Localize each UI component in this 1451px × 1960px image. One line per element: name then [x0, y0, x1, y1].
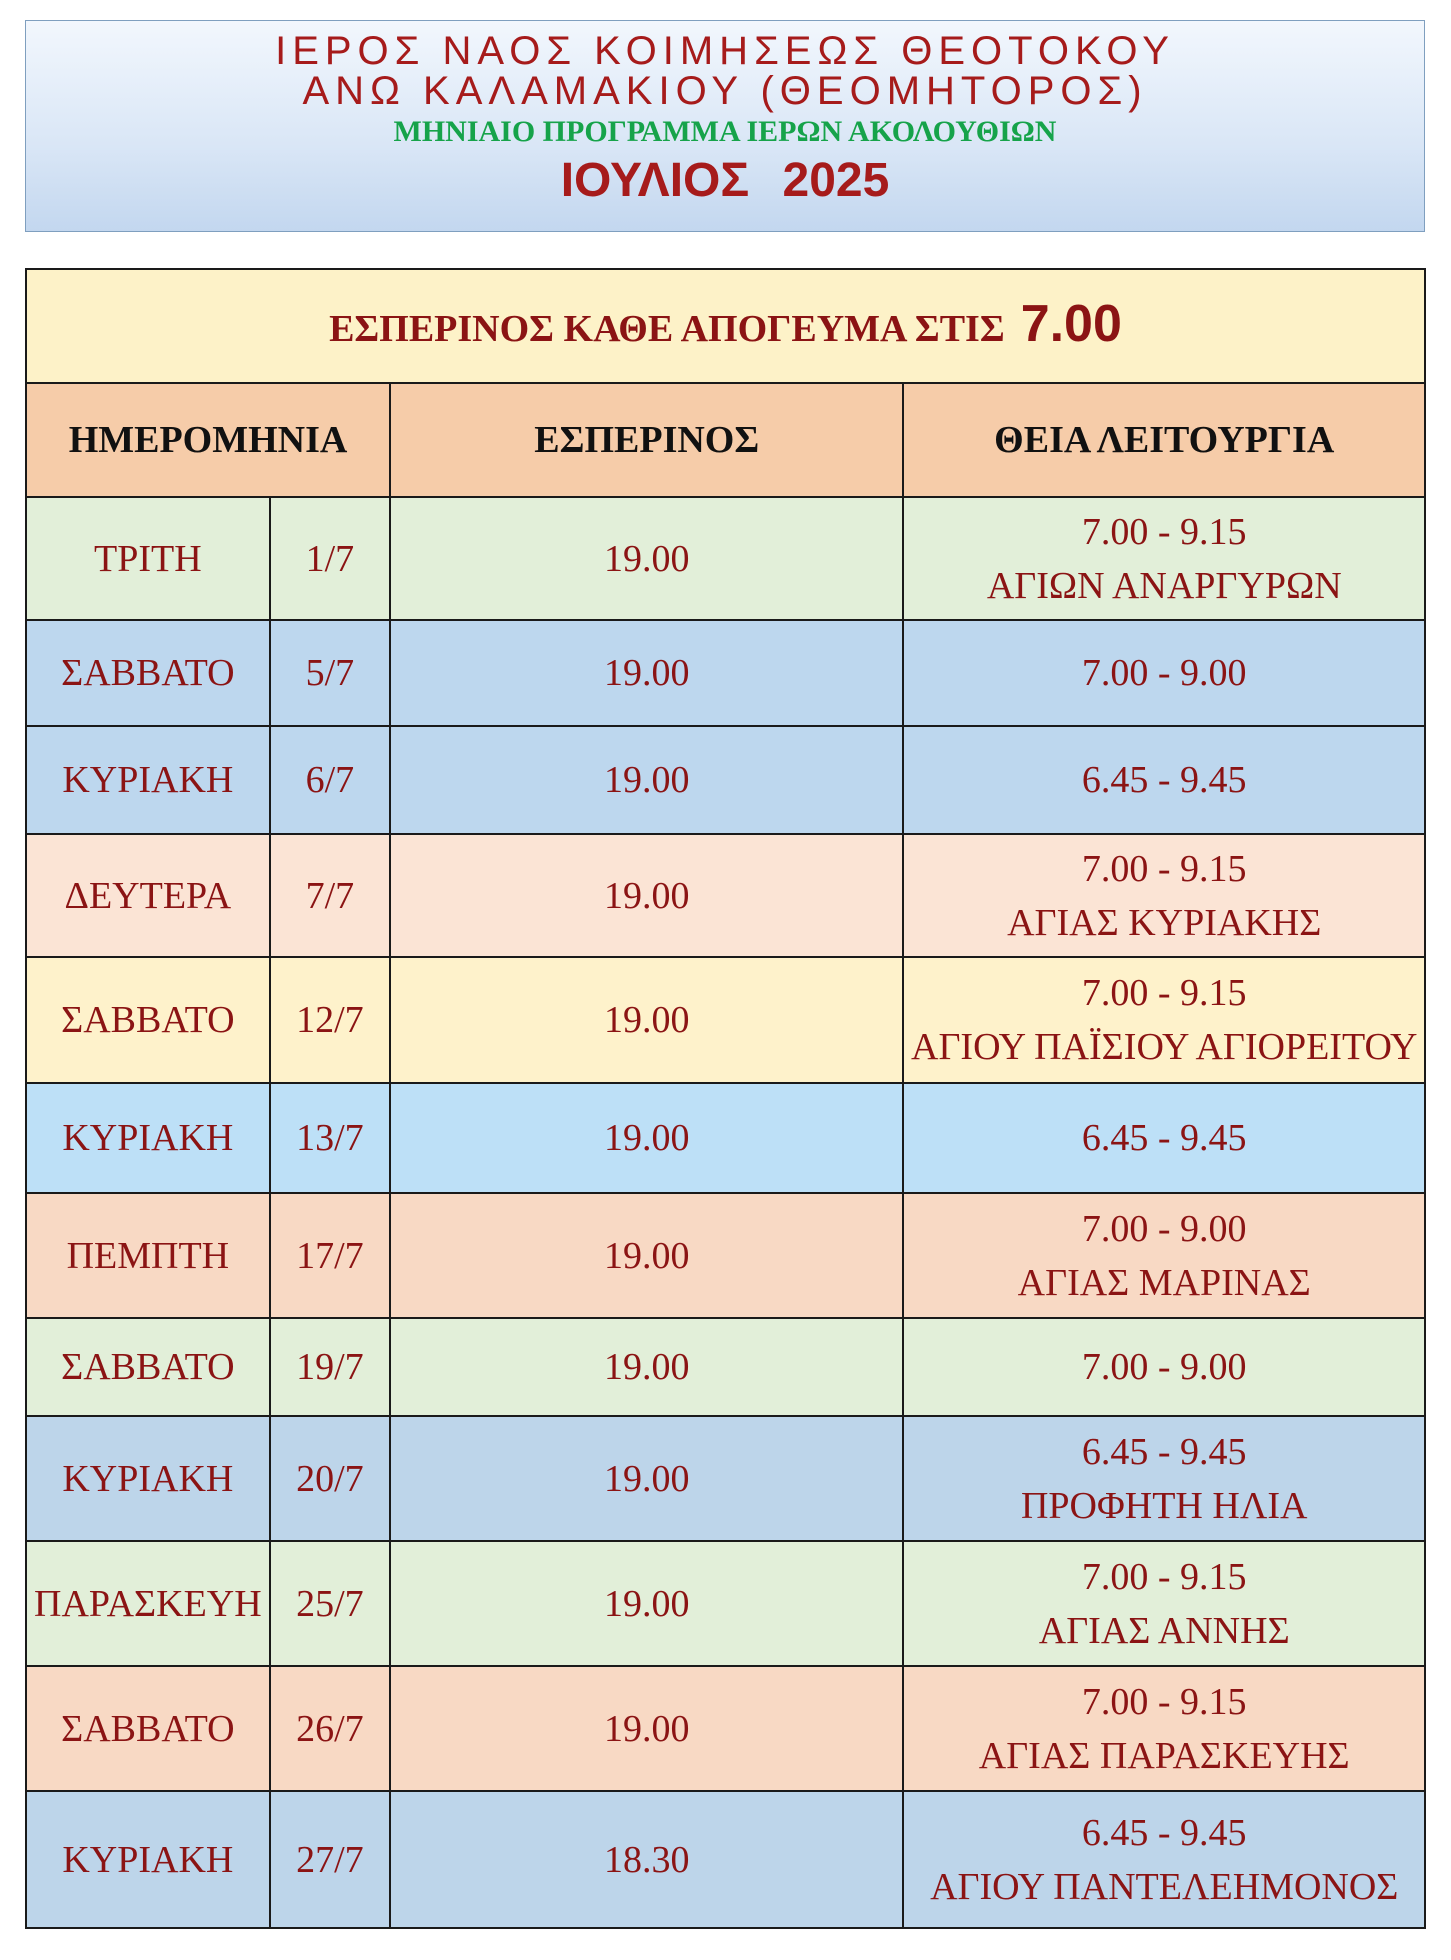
church-name-line2: ΑΝΩ ΚΑΛΑΜΑΚΙΟΥ (ΘΕΟΜΗΤΟΡΟΣ)	[302, 69, 1148, 113]
vespers-time-cell: 19.00	[390, 1318, 903, 1416]
date-cell: 13/7	[270, 1083, 390, 1193]
liturgy-time: 6.45 - 9.45	[1081, 759, 1247, 801]
day-cell: ΚΥΡΙΑΚΗ	[26, 1791, 270, 1928]
vespers-banner	[26, 269, 1425, 383]
day-cell: ΠΕΜΠΤΗ	[26, 1193, 270, 1318]
table-row	[26, 726, 1425, 834]
vespers-time-cell: 19.00	[390, 834, 903, 957]
schedule-subtitle: ΜΗΝΙΑΙΟ ΠΡΟΓΡΑΜΜΑ ΙΕΡΩΝ ΑΚΟΛΟΥΘΙΩΝ	[393, 115, 1057, 148]
date-cell: 7/7	[270, 834, 390, 957]
liturgy-cell	[903, 957, 1425, 1083]
liturgy-time: 7.00 - 9.00	[1081, 1207, 1247, 1250]
schedule-table	[25, 268, 1426, 1929]
vespers-time-cell: 19.00	[390, 497, 903, 620]
date-cell: 5/7	[270, 620, 390, 726]
banner-time: 7.00	[1020, 294, 1122, 353]
column-headers	[26, 383, 1425, 497]
liturgy-cell	[903, 726, 1425, 834]
month-year-title	[26, 151, 1424, 211]
liturgy-cell	[903, 620, 1425, 726]
liturgy-feast-label: ΑΓΙΟΥ ΠΑΝΤΕΛΕΗΜΟΝΟΣ	[930, 1865, 1399, 1908]
liturgy-time: 6.45 - 9.45	[1081, 1811, 1247, 1854]
vespers-time-cell: 19.00	[390, 620, 903, 726]
banner-text: ΕΣΠΕΡΙΝΟΣ ΚΑΘΕ ΑΠΟΓΕΥΜΑ ΣΤΙΣ	[329, 307, 1005, 350]
liturgy-feast-label: ΑΓΙΑΣ ΠΑΡΑΣΚΕΥΗΣ	[978, 1734, 1350, 1777]
liturgy-cell	[903, 497, 1425, 620]
table-row	[26, 1193, 1425, 1318]
month-label: ΙΟΥΛΙΟΣ	[560, 154, 750, 207]
day-cell: ΤΡΙΤΗ	[26, 497, 270, 620]
table-row	[26, 1541, 1425, 1666]
day-cell: ΠΑΡΑΣΚΕΥΗ	[26, 1541, 270, 1666]
liturgy-cell	[903, 1541, 1425, 1666]
column-header-vespers: ΕΣΠΕΡΙΝΟΣ	[390, 383, 903, 497]
liturgy-time: 7.00 - 9.15	[1081, 972, 1247, 1014]
vespers-time-cell: 19.00	[390, 1416, 903, 1541]
vespers-time-cell: 19.00	[390, 1083, 903, 1193]
vespers-time-cell: 19.00	[390, 1193, 903, 1318]
date-cell: 6/7	[270, 726, 390, 834]
liturgy-cell	[903, 834, 1425, 957]
date-cell: 17/7	[270, 1193, 390, 1318]
date-cell: 25/7	[270, 1541, 390, 1666]
vespers-time-cell: 19.00	[390, 726, 903, 834]
year-label: 2025	[782, 154, 890, 207]
liturgy-time: 6.45 - 9.45	[1081, 1117, 1247, 1159]
day-cell: ΣΑΒΒΑΤΟ	[26, 1666, 270, 1791]
date-cell: 19/7	[270, 1318, 390, 1416]
date-cell: 27/7	[270, 1791, 390, 1928]
table-row	[26, 620, 1425, 726]
liturgy-time: 7.00 - 9.15	[1081, 1680, 1247, 1723]
church-name-line1: ΙΕΡΟΣ ΝΑΟΣ ΚΟΙΜΗΣΕΩΣ ΘΕΟΤΟΚΟΥ	[275, 29, 1175, 73]
day-cell: ΚΥΡΙΑΚΗ	[26, 726, 270, 834]
table-row	[26, 1666, 1425, 1791]
liturgy-time: 7.00 - 9.15	[1081, 847, 1247, 890]
table-row	[26, 497, 1425, 620]
table-row	[26, 957, 1425, 1083]
liturgy-cell	[903, 1193, 1425, 1318]
liturgy-cell	[903, 1318, 1425, 1416]
liturgy-cell	[903, 1416, 1425, 1541]
date-cell: 1/7	[270, 497, 390, 620]
liturgy-time: 7.00 - 9.15	[1081, 1555, 1247, 1598]
liturgy-time: 6.45 - 9.45	[1081, 1430, 1247, 1473]
date-cell: 26/7	[270, 1666, 390, 1791]
table-row	[26, 1083, 1425, 1193]
table-row	[26, 834, 1425, 957]
vespers-time-cell: 19.00	[390, 1666, 903, 1791]
vespers-time-cell: 18.30	[390, 1791, 903, 1928]
liturgy-feast-label: ΑΓΙΩΝ ΑΝΑΡΓΥΡΩΝ	[986, 564, 1342, 607]
day-cell: ΚΥΡΙΑΚΗ	[26, 1416, 270, 1541]
liturgy-cell	[903, 1083, 1425, 1193]
table-row	[26, 1416, 1425, 1541]
vespers-time-cell: 19.00	[390, 957, 903, 1083]
day-cell: ΣΑΒΒΑΤΟ	[26, 957, 270, 1083]
date-cell: 20/7	[270, 1416, 390, 1541]
liturgy-feast-label: ΑΓΙΑΣ ΜΑΡΙΝΑΣ	[1017, 1261, 1311, 1304]
table-row	[26, 1791, 1425, 1928]
liturgy-feast-label: ΠΡΟΦΗΤΗ ΗΛΙΑ	[1020, 1484, 1308, 1527]
liturgy-time: 7.00 - 9.00	[1081, 1346, 1247, 1388]
column-header-date: ΗΜΕΡΟΜΗΝΙΑ	[26, 383, 390, 497]
liturgy-time: 7.00 - 9.00	[1081, 652, 1247, 694]
page-header	[25, 20, 1425, 232]
day-cell: ΔΕΥΤΕΡΑ	[26, 834, 270, 957]
table-row	[26, 1318, 1425, 1416]
liturgy-feast-label: ΑΓΙΟΥ ΠΑΪΣΙΟΥ ΑΓΙΟΡΕΙΤΟΥ	[911, 1026, 1418, 1068]
liturgy-cell	[903, 1791, 1425, 1928]
day-cell: ΣΑΒΒΑΤΟ	[26, 620, 270, 726]
liturgy-cell	[903, 1666, 1425, 1791]
liturgy-time: 7.00 - 9.15	[1081, 510, 1247, 553]
column-header-liturgy: ΘΕΙΑ ΛΕΙΤΟΥΡΓΙΑ	[903, 383, 1425, 497]
vespers-time-cell: 19.00	[390, 1541, 903, 1666]
liturgy-feast-label: ΑΓΙΑΣ ΚΥΡΙΑΚΗΣ	[1007, 901, 1322, 944]
liturgy-feast-label: ΑΓΙΑΣ ΑΝΝΗΣ	[1038, 1609, 1290, 1652]
day-cell: ΚΥΡΙΑΚΗ	[26, 1083, 270, 1193]
date-cell: 12/7	[270, 957, 390, 1083]
day-cell: ΣΑΒΒΑΤΟ	[26, 1318, 270, 1416]
